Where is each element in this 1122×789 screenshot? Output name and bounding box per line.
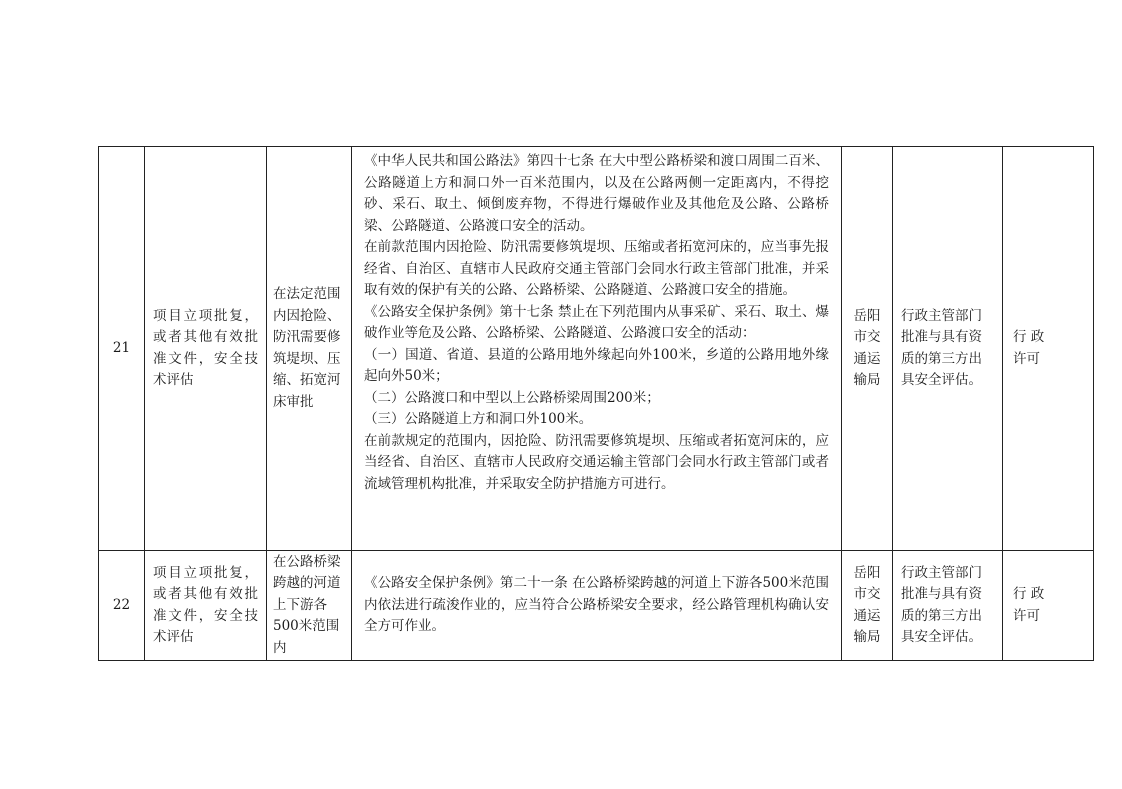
- law-paragraph: 在前款规定的范围内，因抢险、防汛需要修筑堤坝、压缩或者拓宽河床的，应当经省、自治区、直辖市人民政府交通运输主管部门会同水行政主管部门或者流域管理机构批准，并采取安全防护措施方可进行。: [364, 432, 829, 492]
- approval-basis: 项目立项批复，或者其他有效批准文件，安全技术评估: [145, 551, 267, 661]
- implementing-authority: [842, 147, 893, 551]
- row-number: 22: [99, 551, 145, 661]
- authority-line: 岳阳: [853, 564, 881, 581]
- row-number: 21: [99, 147, 145, 551]
- regulation-table: [98, 146, 1094, 661]
- table-row: [99, 551, 1094, 661]
- authority-line: 通运: [853, 350, 881, 367]
- item-type: [1003, 551, 1094, 661]
- item-type: [1003, 147, 1094, 551]
- type-line: 行 政: [1013, 329, 1045, 345]
- authority-line: 岳阳: [853, 307, 881, 324]
- implementing-authority: [842, 551, 893, 661]
- approval-condition: 行政主管部门批准与具有资质的第三方出具安全评估。: [893, 147, 1003, 551]
- law-paragraph: 《公路安全保护条例》第二十一条 在公路桥梁跨越的河道上下游各500米范围内依法进行疏浚作业的，应当符合公路桥梁安全要求，经公路管理机构确认安全方可作业。: [364, 575, 829, 635]
- approval-basis: 项目立项批复，或者其他有效批准文件，安全技术评估: [145, 147, 267, 551]
- type-line: 许可: [1013, 607, 1040, 624]
- legal-basis: [352, 147, 842, 551]
- type-line: 行 政: [1013, 586, 1045, 602]
- law-paragraph: （三）公路隧道上方和洞口外100米。: [364, 411, 593, 427]
- permit-scope: 在法定范围内因抢险、防汛需要修筑堤坝、压缩、拓宽河床审批: [267, 147, 352, 551]
- law-paragraph: 《中华人民共和国公路法》第四十七条 在大中型公路桥梁和渡口周围二百米、公路隧道上方和洞口外一百米范围内，以及在公路两侧一定距离内，不得挖砂、采石、取土、倾倒废弃物，不得进行爆破作业及其他危及公路、公路桥梁、公路隧道、公路渡口安全的活动。: [364, 153, 829, 234]
- law-paragraph: （一）国道、省道、县道的公路用地外缘起向外100米，乡道的公路用地外缘起向外50米；: [364, 346, 829, 384]
- authority-line: 输局: [853, 372, 881, 388]
- authority-line: 市交: [853, 329, 881, 345]
- authority-line: 市交: [853, 586, 881, 602]
- type-line: 许可: [1013, 350, 1040, 367]
- law-paragraph: 《公路安全保护条例》第十七条 禁止在下列范围内从事采矿、采石、取土、爆破作业等危及公路、公路桥梁、公路隧道、公路渡口安全的活动：: [364, 303, 829, 341]
- authority-line: 通运: [853, 607, 881, 624]
- law-paragraph: （二）公路渡口和中型以上公路桥梁周围200米；: [364, 389, 660, 406]
- permit-scope: 在公路桥梁跨越的河道上下游各500米范围内: [267, 551, 352, 661]
- authority-line: 输局: [853, 629, 881, 645]
- approval-condition: 行政主管部门批准与具有资质的第三方出具安全评估。: [893, 551, 1003, 661]
- law-paragraph: 在前款范围内因抢险、防汛需要修筑堤坝、压缩或者拓宽河床的，应当事先报经省、自治区、直辖市人民政府交通主管部门会同水行政主管部门批准，并采取有效的保护有关的公路、公路桥梁、公路隧道、公路渡口安全的措施。: [364, 239, 829, 298]
- table-row: [99, 147, 1094, 551]
- legal-basis: [352, 551, 842, 661]
